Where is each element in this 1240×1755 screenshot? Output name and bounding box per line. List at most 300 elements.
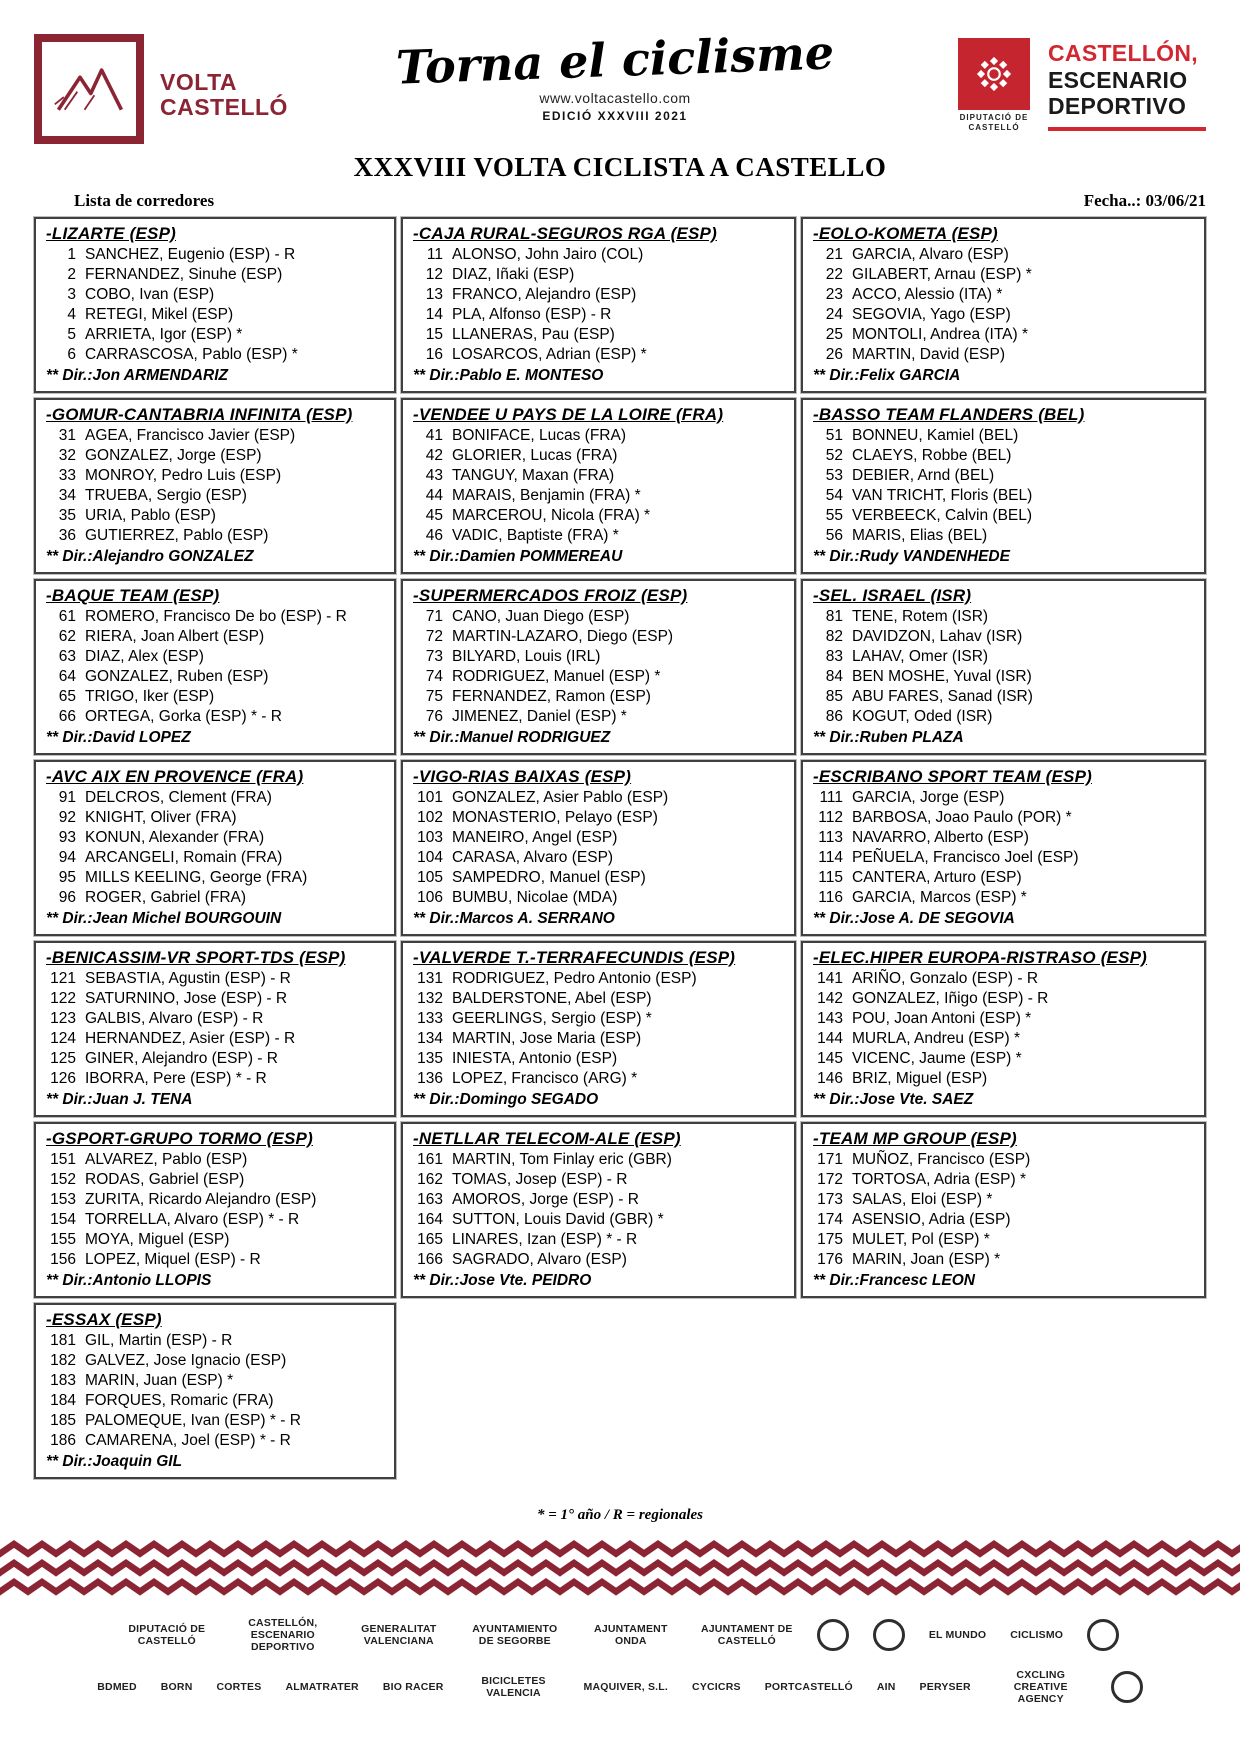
rider-row: [813, 607, 1198, 627]
rider-number: 42: [425, 447, 443, 464]
rider-row: [413, 1190, 788, 1210]
rider-name: GONZALEZ, Iñigo (ESP) - R: [852, 990, 1049, 1007]
rider-number: 71: [425, 608, 443, 625]
rider-number: 33: [58, 467, 76, 484]
rider-row: [46, 446, 388, 466]
rider-number: 14: [425, 306, 443, 323]
rider-row: [46, 788, 388, 808]
rider-number: 172: [817, 1171, 843, 1188]
rider-number: 142: [817, 990, 843, 1007]
rider-row: [813, 526, 1198, 546]
rider-name: GEERLINGS, Sergio (ESP) *: [452, 1010, 652, 1027]
rider-name: ROMERO, Francisco De bo (ESP) - R: [85, 608, 347, 625]
team-name: -VIGO-RIAS BAIXAS (ESP): [413, 767, 632, 786]
team-box: [801, 760, 1206, 936]
diputacio-caption: DIPUTACIÓ DE CASTELLÓ: [959, 113, 1029, 132]
rider-name: ASENSIO, Adria (ESP): [852, 1211, 1011, 1228]
sponsor-logo: CXCLING CREATIVE AGENCY: [1013, 1669, 1068, 1706]
rider-name: FRANCO, Alejandro (ESP): [452, 286, 637, 303]
header-right: [876, 26, 1206, 133]
rider-list: [813, 607, 1198, 727]
rider-number: 166: [417, 1251, 443, 1268]
rider-row: [413, 1210, 788, 1230]
rider-number: 153: [50, 1191, 76, 1208]
rider-number: 72: [425, 628, 443, 645]
rider-number: 151: [50, 1151, 76, 1168]
rider-row: [46, 526, 388, 546]
sponsor-row-1: [26, 1617, 1214, 1653]
rider-row: [813, 1250, 1198, 1270]
rider-name: ARRIETA, Igor (ESP) *: [85, 326, 243, 343]
rider-number: 45: [425, 507, 443, 524]
rider-number: 101: [417, 789, 443, 806]
team-box: [401, 1122, 796, 1298]
team-box: [801, 579, 1206, 755]
team-director: ** Dir.:Antonio LLOPIS: [46, 1272, 212, 1289]
rider-row: [413, 627, 788, 647]
rider-name: DIAZ, Iñaki (ESP): [452, 266, 575, 283]
rider-number: 31: [58, 427, 76, 444]
rider-row: [813, 245, 1198, 265]
rider-row: [413, 647, 788, 667]
rider-row: [46, 1150, 388, 1170]
rider-number: 76: [425, 708, 443, 725]
rider-row: [813, 1170, 1198, 1190]
team-director: ** Dir.:Rudy VANDENHEDE: [813, 548, 1010, 565]
rider-name: ARCANGELI, Romain (FRA): [85, 849, 283, 866]
rider-name: LOSARCOS, Adrian (ESP) *: [452, 346, 647, 363]
rider-number: 13: [425, 286, 443, 303]
rider-list: [413, 245, 788, 365]
rider-row: [813, 808, 1198, 828]
rider-number: 161: [417, 1151, 443, 1168]
sponsor-emblem-icon: [873, 1619, 905, 1651]
rider-name: ROGER, Gabriel (FRA): [85, 889, 247, 906]
rider-list: [413, 788, 788, 908]
sponsor-logo: AYUNTAMIENTO DE SEGORBE: [472, 1623, 558, 1648]
rider-name: BRIZ, Miguel (ESP): [852, 1070, 988, 1087]
rider-row: [46, 989, 388, 1009]
rider-row: [813, 325, 1198, 345]
sponsor-logo: AJUNTAMENT ONDA: [594, 1623, 668, 1648]
rider-name: PLA, Alfonso (ESP) - R: [452, 306, 612, 323]
rider-row: [813, 1009, 1198, 1029]
rider-row: [46, 1351, 388, 1371]
rider-number: 34: [58, 487, 76, 504]
rider-number: 84: [825, 668, 843, 685]
rider-row: [813, 1210, 1198, 1230]
rider-row: [413, 466, 788, 486]
rider-row: [813, 486, 1198, 506]
rider-number: 115: [818, 869, 843, 886]
rider-name: VICENC, Jaume (ESP) *: [852, 1050, 1022, 1067]
rider-name: GLORIER, Lucas (FRA): [452, 447, 618, 464]
volta-castello-logo: [34, 26, 354, 144]
rider-row: [46, 888, 388, 908]
rider-row: [413, 265, 788, 285]
rider-number: 32: [58, 447, 76, 464]
rider-list: [46, 1150, 388, 1270]
rider-number: 121: [50, 970, 76, 987]
team-box: [34, 1122, 396, 1298]
brand-line1: VOLTA: [160, 69, 238, 95]
rider-number: 24: [825, 306, 843, 323]
rider-name: ACCO, Alessio (ITA) *: [852, 286, 1003, 303]
rider-list: [46, 788, 388, 908]
rider-list: [46, 607, 388, 727]
rider-name: CARASA, Alvaro (ESP): [452, 849, 614, 866]
rider-number: 44: [425, 487, 443, 504]
deportivo-line: DEPORTIVO: [1048, 93, 1187, 120]
rider-name: BEN MOSHE, Yuval (ISR): [852, 668, 1032, 685]
team-name: -EOLO-KOMETA (ESP): [813, 224, 998, 243]
rider-number: 54: [825, 487, 843, 504]
rider-row: [413, 305, 788, 325]
team-box: [401, 941, 796, 1117]
team-box: [801, 1122, 1206, 1298]
rider-number: 156: [50, 1251, 76, 1268]
rider-row: [413, 325, 788, 345]
rider-row: [813, 345, 1198, 365]
rider-row: [413, 667, 788, 687]
rider-name: VADIC, Baptiste (FRA) *: [452, 527, 619, 544]
rider-row: [46, 1029, 388, 1049]
rider-row: [413, 1170, 788, 1190]
rider-number: 6: [67, 346, 76, 363]
rider-row: [46, 969, 388, 989]
rider-row: [813, 969, 1198, 989]
team-box: [34, 217, 396, 393]
team-box: [34, 579, 396, 755]
brand-wordmark: [160, 70, 288, 144]
rider-list: [813, 1150, 1198, 1270]
rider-number: 154: [50, 1211, 76, 1228]
team-box: [34, 1303, 396, 1479]
rider-row: [46, 245, 388, 265]
team-box: [801, 398, 1206, 574]
rider-name: GALVEZ, Jose Ignacio (ESP): [85, 1352, 287, 1369]
rider-number: 41: [425, 427, 443, 444]
rider-name: BILYARD, Louis (IRL): [452, 648, 601, 665]
rider-name: KOGUT, Oded (ISR): [852, 708, 993, 725]
rider-number: 36: [58, 527, 76, 544]
teams-grid: [34, 217, 1206, 1479]
team-director: ** Dir.:Jose A. DE SEGOVIA: [813, 910, 1015, 927]
sponsor-logo: CYCICRS: [692, 1681, 741, 1694]
rider-name: TOMAS, Josep (ESP) - R: [452, 1171, 628, 1188]
rider-name: KONUN, Alexander (FRA): [85, 829, 265, 846]
rider-name: SAMPEDRO, Manuel (ESP): [452, 869, 646, 886]
team-name: -BAQUE TEAM (ESP): [46, 586, 220, 605]
team-director: ** Dir.:David LOPEZ: [46, 729, 191, 746]
rider-number: 113: [818, 829, 843, 846]
rider-number: 61: [58, 608, 76, 625]
team-director: ** Dir.:Damien POMMEREAU: [413, 548, 623, 565]
rider-row: [46, 1049, 388, 1069]
rider-number: 126: [50, 1070, 76, 1087]
rider-name: MARIS, Elias (BEL): [852, 527, 988, 544]
team-name: -ESCRIBANO SPORT TEAM (ESP): [813, 767, 1092, 786]
rider-row: [46, 1391, 388, 1411]
rider-number: 135: [417, 1050, 443, 1067]
rider-row: [46, 1411, 388, 1431]
brand-line2: CASTELLÓ: [160, 93, 288, 120]
rider-name: PEÑUELA, Francisco Joel (ESP): [852, 849, 1079, 866]
rider-number: 85: [825, 688, 843, 705]
rider-row: [46, 1009, 388, 1029]
team-box: [801, 217, 1206, 393]
rider-number: 12: [425, 266, 443, 283]
rider-number: 22: [825, 266, 843, 283]
rider-row: [813, 667, 1198, 687]
rider-name: LOPEZ, Miquel (ESP) - R: [85, 1251, 261, 1268]
rider-row: [46, 627, 388, 647]
rider-name: ALVAREZ, Pablo (ESP): [85, 1151, 248, 1168]
rider-name: PALOMEQUE, Ivan (ESP) * - R: [85, 1412, 301, 1429]
rider-number: 11: [426, 246, 443, 263]
rider-name: RODAS, Gabriel (ESP): [85, 1171, 245, 1188]
rider-row: [813, 1230, 1198, 1250]
rider-number: 74: [425, 668, 443, 685]
rider-name: ALONSO, John Jairo (COL): [452, 246, 644, 263]
rider-list: [46, 969, 388, 1089]
mountain-icon: [53, 58, 125, 120]
diputacio-logo: [952, 38, 1036, 133]
rider-name: SUTTON, Louis David (GBR) *: [452, 1211, 664, 1228]
team-director: ** Dir.:Jose Vte. SAEZ: [813, 1091, 974, 1108]
rider-row: [413, 707, 788, 727]
rider-number: 52: [825, 447, 843, 464]
sponsor-logo: BDMED: [97, 1681, 137, 1694]
rider-number: 145: [817, 1050, 843, 1067]
rider-row: [413, 888, 788, 908]
sponsor-emblem-icon: [1111, 1671, 1143, 1703]
sponsor-logo: CORTES: [216, 1681, 262, 1694]
rider-number: 35: [58, 507, 76, 524]
team-name: -AVC AIX EN PROVENCE (FRA): [46, 767, 304, 786]
rider-name: MARCEROU, Nicola (FRA) *: [452, 507, 651, 524]
rider-name: BUMBU, Nicolae (MDA): [452, 889, 618, 906]
rider-row: [46, 667, 388, 687]
rider-name: CANO, Juan Diego (ESP): [452, 608, 630, 625]
rider-name: SANCHEZ, Eugenio (ESP) - R: [85, 246, 296, 263]
rider-row: [413, 808, 788, 828]
team-box: [401, 217, 796, 393]
rider-number: 165: [417, 1231, 443, 1248]
rider-name: RIERA, Joan Albert (ESP): [85, 628, 265, 645]
date-label: Fecha..: 03/06/21: [1083, 191, 1206, 210]
rider-name: CANTERA, Arturo (ESP): [852, 869, 1022, 886]
sponsor-logo: BICICLETES VALENCIA: [481, 1675, 546, 1700]
rider-number: 2: [67, 266, 76, 283]
rider-number: 125: [50, 1050, 76, 1067]
rider-row: [413, 687, 788, 707]
rider-number: 173: [817, 1191, 843, 1208]
rider-row: [46, 1230, 388, 1250]
rider-name: TENE, Rotem (ISR): [852, 608, 989, 625]
rider-name: BALDERSTONE, Abel (ESP): [452, 990, 652, 1007]
rider-name: MANEIRO, Angel (ESP): [452, 829, 618, 846]
rider-number: 73: [425, 648, 443, 665]
rider-name: MONASTERIO, Pelayo (ESP): [452, 809, 658, 826]
rider-list: [46, 426, 388, 546]
rider-name: INIESTA, Antonio (ESP): [452, 1050, 618, 1067]
team-director: ** Dir.:Joaquin GIL: [46, 1453, 183, 1470]
rider-row: [813, 265, 1198, 285]
rider-row: [813, 1069, 1198, 1089]
rider-name: GIL, Martin (ESP) - R: [85, 1332, 233, 1349]
rider-name: KNIGHT, Oliver (FRA): [85, 809, 237, 826]
team-box: [401, 398, 796, 574]
mountain-logo-frame: [34, 34, 144, 144]
rider-row: [46, 1371, 388, 1391]
rider-number: 114: [818, 849, 843, 866]
rider-number: 136: [417, 1070, 443, 1087]
rider-row: [413, 1049, 788, 1069]
rider-name: TORTOSA, Adria (ESP) *: [852, 1171, 1027, 1188]
diputacio-flower-icon: [968, 48, 1020, 100]
rider-row: [413, 506, 788, 526]
sponsor-logo: BIO RACER: [382, 1681, 444, 1694]
rider-number: 176: [817, 1251, 843, 1268]
rider-name: URIA, Pablo (ESP): [85, 507, 216, 524]
rider-name: VERBEECK, Calvin (BEL): [852, 507, 1033, 524]
rider-row: [46, 345, 388, 365]
rider-row: [46, 305, 388, 325]
rider-number: 46: [425, 527, 443, 544]
page-title: XXXVIII VOLTA CICLISTA A CASTELLO: [353, 152, 887, 182]
rider-row: [813, 828, 1198, 848]
rider-name: MARIN, Juan (ESP) *: [85, 1372, 234, 1389]
page-header: [34, 26, 1206, 144]
rider-row: [813, 446, 1198, 466]
team-director: ** Dir.:Manuel RODRIGUEZ: [413, 729, 611, 746]
rider-row: [413, 848, 788, 868]
rider-number: 106: [417, 889, 443, 906]
rider-list: [813, 788, 1198, 908]
team-director: ** Dir.:Jon ARMENDARIZ: [46, 367, 228, 384]
team-name: -LIZARTE (ESP): [46, 224, 176, 243]
rider-number: 15: [425, 326, 443, 343]
rider-number: 122: [50, 990, 76, 1007]
rider-number: 96: [58, 889, 76, 906]
team-name: -CAJA RURAL-SEGUROS RGA (ESP): [413, 224, 717, 243]
rider-name: MONROY, Pedro Luis (ESP): [85, 467, 282, 484]
team-director: ** Dir.:Domingo SEGADO: [413, 1091, 599, 1108]
rider-number: 92: [58, 809, 76, 826]
rider-name: BARBOSA, Joao Paulo (POR) *: [852, 809, 1072, 826]
rider-number: 184: [50, 1392, 76, 1409]
rider-name: GALBIS, Alvaro (ESP) - R: [85, 1010, 264, 1027]
rider-number: 65: [58, 688, 76, 705]
rider-name: RETEGI, Mikel (ESP): [85, 306, 234, 323]
rider-name: MARTIN, Jose Maria (ESP): [452, 1030, 642, 1047]
rider-list: [46, 1331, 388, 1451]
rider-name: AGEA, Francisco Javier (ESP): [85, 427, 296, 444]
team-box: [34, 941, 396, 1117]
rider-list: [413, 1150, 788, 1270]
rider-list: [413, 426, 788, 546]
rider-row: [46, 1190, 388, 1210]
rider-name: BONIFACE, Lucas (FRA): [452, 427, 626, 444]
rider-row: [46, 466, 388, 486]
team-name: -VALVERDE T.-TERRAFECUNDIS (ESP): [413, 948, 736, 967]
rider-name: GILABERT, Arnau (ESP) *: [852, 266, 1032, 283]
rider-name: LOPEZ, Francisco (ARG) *: [452, 1070, 638, 1087]
rider-name: AMOROS, Jorge (ESP) - R: [452, 1191, 639, 1208]
rider-number: 164: [417, 1211, 443, 1228]
rider-number: 64: [58, 668, 76, 685]
rider-number: 103: [417, 829, 443, 846]
header-center: [354, 26, 876, 123]
rider-number: 26: [825, 346, 843, 363]
rider-row: [413, 1250, 788, 1270]
rider-name: HERNANDEZ, Asier (ESP) - R: [85, 1030, 296, 1047]
rider-row: [413, 1029, 788, 1049]
rider-name: MARAIS, Benjamin (FRA) *: [452, 487, 641, 504]
rider-name: JIMENEZ, Daniel (ESP) *: [452, 708, 627, 725]
rider-name: TRIGO, Iker (ESP): [85, 688, 215, 705]
rider-name: GONZALEZ, Ruben (ESP): [85, 668, 269, 685]
edition-text: EDICIÓ XXXVIII 2021: [542, 109, 688, 124]
rider-number: 81: [825, 608, 843, 625]
rider-list: [413, 607, 788, 727]
rider-name: TANGUY, Maxan (FRA): [452, 467, 615, 484]
team-director: ** Dir.:Pablo E. MONTESO: [413, 367, 604, 384]
rider-row: [46, 1250, 388, 1270]
rider-number: 5: [67, 326, 76, 343]
sponsor-logo: EL MUNDO: [928, 1629, 987, 1642]
rider-name: SEBASTIA, Agustin (ESP) - R: [85, 970, 291, 987]
rider-name: TRUEBA, Sergio (ESP): [85, 487, 247, 504]
team-box: [34, 398, 396, 574]
rider-row: [413, 969, 788, 989]
escenario-line: ESCENARIO: [1048, 66, 1188, 93]
team-name: -GOMUR-CANTABRIA INFINITA (ESP): [46, 405, 353, 424]
rider-number: 53: [825, 467, 843, 484]
rider-name: RODRIGUEZ, Pedro Antonio (ESP): [452, 970, 697, 987]
sponsor-logo: GENERALITAT VALENCIANA: [361, 1623, 437, 1648]
rider-number: 155: [50, 1231, 76, 1248]
rider-name: SAGRADO, Alvaro (ESP): [452, 1251, 627, 1268]
rider-name: LLANERAS, Pau (ESP): [452, 326, 615, 343]
rider-number: 174: [817, 1211, 843, 1228]
rider-number: 21: [825, 246, 843, 263]
subheader: [34, 191, 1206, 211]
rider-name: LINARES, Izan (ESP) * - R: [452, 1231, 638, 1248]
rider-number: 95: [58, 869, 76, 886]
sponsor-logo: MAQUIVER, S.L.: [583, 1681, 669, 1694]
rider-name: MULET, Pol (ESP) *: [852, 1231, 990, 1248]
sponsor-logo: AIN: [876, 1681, 896, 1694]
rider-name: GARCIA, Jorge (ESP): [852, 789, 1005, 806]
rider-row: [46, 1210, 388, 1230]
rider-list: [413, 969, 788, 1089]
sponsor-logo: DIPUTACIÓ DE CASTELLÓ: [128, 1623, 206, 1648]
rider-list: [813, 426, 1198, 546]
rider-row: [413, 788, 788, 808]
team-name: -ESSAX (ESP): [46, 1310, 162, 1329]
rider-name: SEGOVIA, Yago (ESP): [852, 306, 1011, 323]
rider-row: [46, 1069, 388, 1089]
rider-number: 4: [67, 306, 76, 323]
rider-name: NAVARRO, Alberto (ESP): [852, 829, 1029, 846]
rider-name: FERNANDEZ, Sinuhe (ESP): [85, 266, 283, 283]
rider-number: 131: [417, 970, 443, 987]
diputacio-emblem-icon: [958, 38, 1030, 110]
rider-row: [413, 989, 788, 1009]
team-director: ** Dir.:Marcos A. SERRANO: [413, 910, 615, 927]
